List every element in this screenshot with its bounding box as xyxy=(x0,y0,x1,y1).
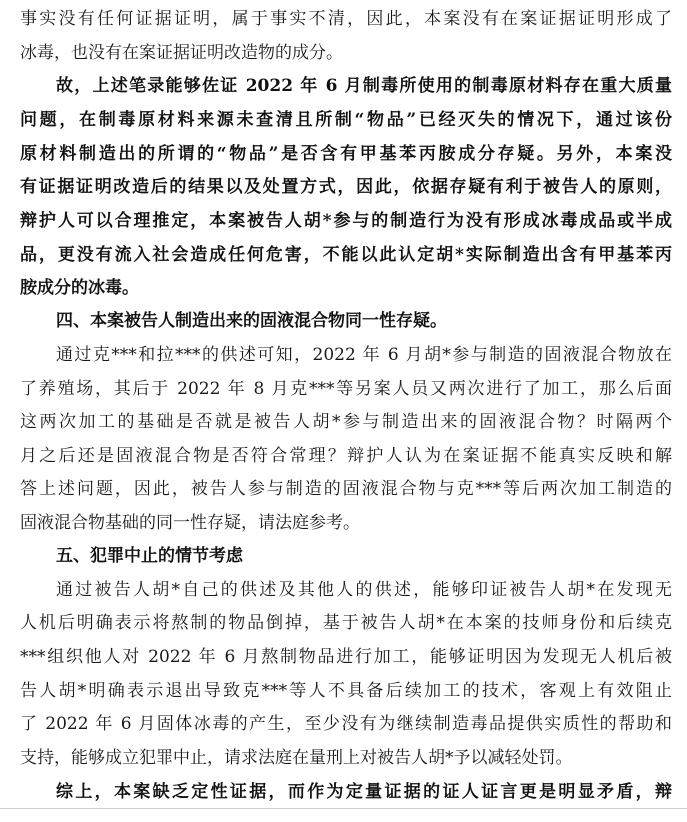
text-line: 事实没有任何证据证明，属于事实不清，因此，本案没有在案证据证明形成了 xyxy=(20,9,672,29)
text-line: 固液混合物基础的同一性存疑，请法庭参考。 xyxy=(20,513,360,533)
page-divider xyxy=(0,808,687,809)
text-line: 原材料制造出的所谓的“物品”是否含有甲基苯丙胺成分存疑。另外，本案没 xyxy=(20,144,672,164)
text-line: 了养殖场，其后于 2022 年 8 月克***等另案人员又两次进行了加工，那么后面 xyxy=(20,379,672,399)
text-line: 有证据证明改造后的结果以及处置方式，因此，依据存疑有利于被告人的原则， xyxy=(20,177,672,197)
text-line: 答上述问题，因此，被告人参与制造的固液混合物与克***等后两次加工制造的 xyxy=(20,479,672,499)
section-heading: 五、犯罪中止的情节考虑 xyxy=(56,546,243,566)
text-line: 故，上述笔录能够佐证 2022 年 6 月制毒所使用的制毒原材料存在重大质量 xyxy=(56,76,672,96)
text-line: 胺成分的冰毒。 xyxy=(20,278,139,298)
text-line: 品，更没有流入社会造成任何危害，不能以此认定胡*实际制造出含有甲基苯丙 xyxy=(20,245,672,265)
section-heading: 四、本案被告人制造出来的固液混合物同一性存疑。 xyxy=(56,311,447,331)
text-line: 辩护人可以合理推定，本案被告人胡*参与的制造行为没有形成冰毒成品或半成 xyxy=(20,211,672,231)
text-line: 告人胡*明确表示退出导致克***等人不具备后续加工的技术，客观上有效阻止 xyxy=(20,681,672,701)
text-line: 问题，在制毒原材料来源未查清且所制“物品”已经灭失的情况下，通过该份 xyxy=(20,110,672,130)
text-line: 月之后还是固液混合物是否符合常理？辩护人认为在案证据不能真实反映和解 xyxy=(20,446,672,466)
text-line: 综上，本案缺乏定性证据，而作为定量证据的证人证言更是明显矛盾，辩 xyxy=(56,782,672,802)
text-line: 了 2022 年 6 月固体冰毒的产生，至少没有为继续制造毒品提供实质性的帮助和 xyxy=(20,714,672,734)
text-line: ***组织他人对 2022 年 6 月熬制物品进行加工，能够证明因为发现无人机后被 xyxy=(20,647,672,667)
text-line: 人机后明确表示将熬制的物品倒掉，基于被告人胡*在本案的技师身份和后续克 xyxy=(20,613,672,633)
text-line: 通过被告人胡*自己的供述及其他人的供述，能够印证被告人胡*在发现无 xyxy=(56,580,672,600)
text-line: 这两次加工的基础是否就是被告人胡*参与制造出来的固液混合物？时隔两个 xyxy=(20,412,672,432)
text-line: 支持，能够成立犯罪中止，请求法庭在量刑上对被告人胡*予以减轻处罚。 xyxy=(20,748,573,768)
text-line: 冰毒，也没有在案证据证明改造物的成分。 xyxy=(20,43,343,63)
text-line: 通过克***和拉***的供述可知，2022 年 6 月胡*参与制造的固液混合物放在 xyxy=(56,345,672,365)
